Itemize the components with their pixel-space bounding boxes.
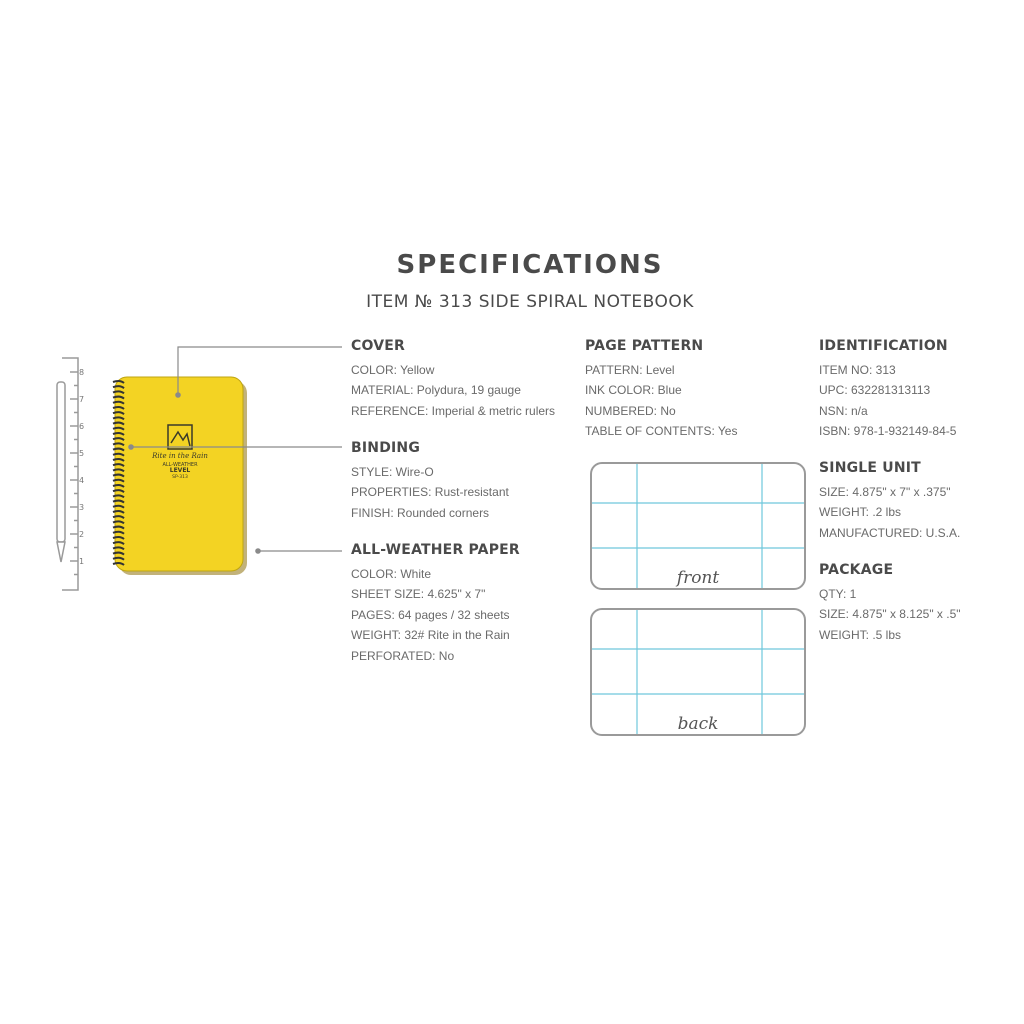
cover-line2: LEVEL <box>169 467 191 474</box>
spec-row: ISBN: 978-1-932149-84-5 <box>819 424 957 439</box>
spec-row: MATERIAL: Polydura, 19 gauge <box>351 383 521 398</box>
identification-section <box>819 338 956 442</box>
single-unit-heading: SINGLE UNIT <box>819 460 921 476</box>
spec-row: PAGES: 64 pages / 32 sheets <box>351 607 510 622</box>
cover-heading: COVER <box>351 338 405 354</box>
svg-text:Rite in the Rain: Rite in the Rain <box>152 452 208 460</box>
spec-row: WEIGHT: .5 lbs <box>819 627 902 642</box>
ruler-label: 7 <box>79 395 85 404</box>
spec-row: SIZE: 4.875" x 7" x .375" <box>819 485 951 499</box>
binding-heading: BINDING <box>351 440 421 456</box>
binding-section <box>351 440 509 523</box>
front-label: front <box>676 568 720 588</box>
page-pattern-section <box>585 338 737 442</box>
spec-row: SIZE: 4.875" x 8.125" x .5" <box>819 607 961 622</box>
package-heading: PACKAGE <box>819 562 894 578</box>
spec-row: SHEET SIZE: 4.625" x 7" <box>351 587 486 602</box>
notebook-cover <box>115 377 243 571</box>
spec-row: NUMBERED: No <box>585 403 676 418</box>
page-title: SPECIFICATIONS <box>396 250 664 280</box>
page-pattern-heading: PAGE PATTERN <box>585 338 704 354</box>
spec-row: QTY: 1 <box>819 587 857 601</box>
spec-row: ITEM NO: 313 <box>819 363 896 377</box>
ruler-label: 1 <box>79 557 85 566</box>
spec-row: WEIGHT: .2 lbs <box>819 505 902 520</box>
spec-row: COLOR: White <box>351 567 432 581</box>
spec-row: INK COLOR: Blue <box>585 383 682 398</box>
spec-row: STYLE: Wire-O <box>351 465 434 479</box>
back-page-preview <box>590 608 806 736</box>
cover-line1: ALL-WEATHER <box>162 462 198 468</box>
ruler-label: 6 <box>79 422 85 431</box>
paper-heading: ALL-WEATHER PAPER <box>351 542 520 558</box>
front-page-preview <box>590 462 806 590</box>
single-unit-section <box>819 460 960 543</box>
identification-heading: IDENTIFICATION <box>819 338 948 354</box>
spec-row: PATTERN: Level <box>585 363 675 377</box>
ruler-label: 3 <box>79 503 85 512</box>
spec-row: PROPERTIES: Rust-resistant <box>351 485 509 500</box>
notebook-illustration <box>0 340 360 600</box>
page-subtitle: ITEM № 313 SIDE SPIRAL NOTEBOOK <box>366 292 694 312</box>
paper-section <box>351 542 520 666</box>
ruler-label: 8 <box>79 368 85 377</box>
pencil-graphic <box>57 382 65 562</box>
spec-row: REFERENCE: Imperial & metric rulers <box>351 403 556 418</box>
spec-row: PERFORATED: No <box>351 648 455 663</box>
spec-row: FINISH: Rounded corners <box>351 505 490 520</box>
ruler-label: 5 <box>79 449 85 458</box>
spec-row: WEIGHT: 32# Rite in the Rain <box>351 628 510 643</box>
ruler-label: 4 <box>79 476 85 485</box>
spec-row: COLOR: Yellow <box>351 363 435 377</box>
spec-row: TABLE OF CONTENTS: Yes <box>585 424 738 439</box>
spec-row: NSN: n/a <box>819 403 868 418</box>
back-label: back <box>677 714 719 734</box>
package-section <box>819 562 961 645</box>
cover-section <box>351 338 555 421</box>
spec-row: MANUFACTURED: U.S.A. <box>819 525 961 540</box>
cover-line3: SP-313 <box>172 475 188 480</box>
spec-row: UPC: 632281313113 <box>819 383 931 398</box>
ruler-label: 2 <box>79 530 85 539</box>
